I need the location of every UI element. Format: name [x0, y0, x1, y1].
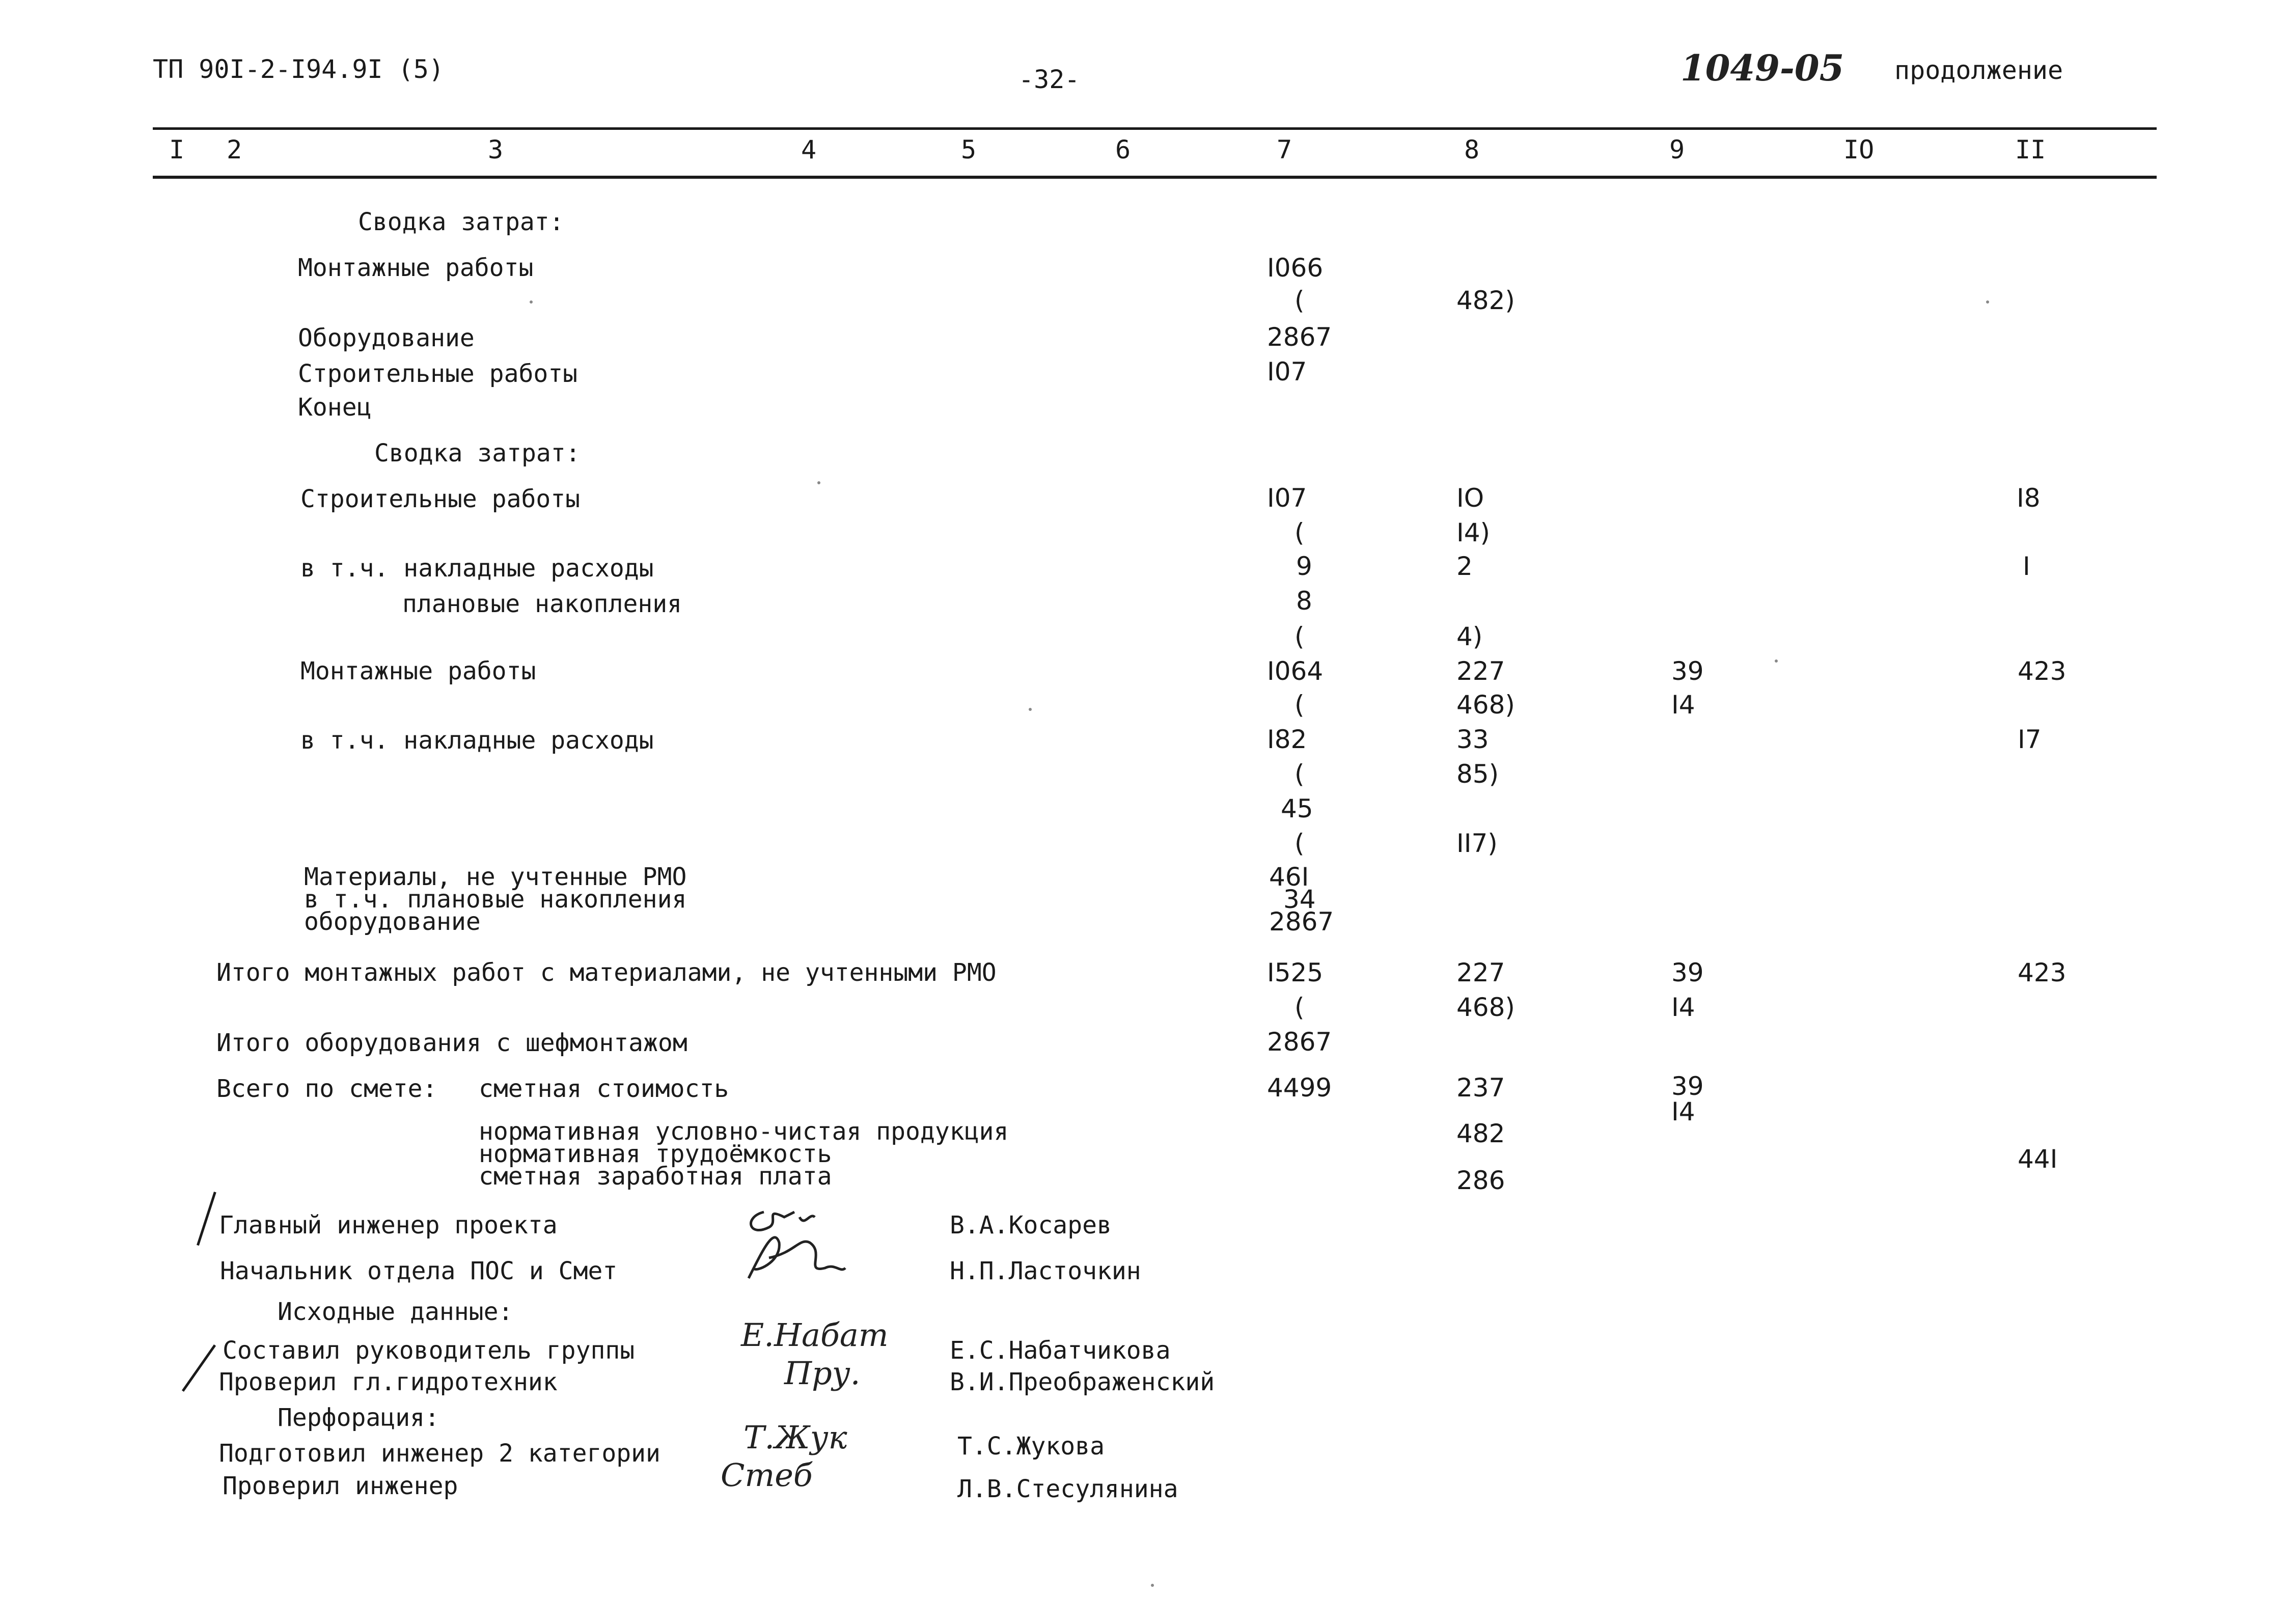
- dept-head-label: Начальник отдела ПОС и Смет: [220, 1257, 618, 1285]
- margin-slash-2: [182, 1344, 216, 1392]
- totals-mont-p8: 468): [1456, 993, 1515, 1022]
- header-bottom-rule: [153, 176, 2157, 179]
- totals-mont-c9: 39: [1671, 958, 1704, 987]
- prepared-by-name: Т.С.Жукова: [957, 1432, 1105, 1461]
- column-header-4: 4: [801, 135, 817, 164]
- totals-cost-c8: 237: [1456, 1073, 1505, 1103]
- verified-signature: Стеб: [721, 1456, 813, 1494]
- checked-by-name: В.И.Преображенский: [950, 1368, 1215, 1396]
- chief-engineer-name: В.А.Косарев: [950, 1211, 1112, 1240]
- summary2-build-c7: I07: [1267, 483, 1307, 513]
- column-header-3: 3: [488, 135, 504, 164]
- summary1-mont-c7: I066: [1267, 253, 1324, 283]
- summary2-mont-p8: 468): [1456, 690, 1515, 720]
- summary2-overhead-c7: 9: [1296, 552, 1312, 581]
- chief-signature: [733, 1197, 850, 1288]
- summary2-mont-ov-c7: I82: [1267, 725, 1307, 754]
- summary2-build-p8: I4): [1456, 518, 1491, 547]
- source-data-title: Исходные данные:: [278, 1298, 513, 1326]
- summary2-mat-label: Материалы, не учтенные РМО: [304, 863, 687, 891]
- totals-cost-c7: 4499: [1267, 1073, 1332, 1103]
- column-header-10: IO: [1843, 135, 1875, 164]
- totals-net-label: нормативная условно-чистая продукция: [479, 1117, 1009, 1146]
- summary1-mont-paren-c7: (: [1295, 286, 1305, 315]
- checked-by-label: Проверил гл.гидротехник: [219, 1368, 558, 1396]
- totals-mont-p9: I4: [1671, 993, 1695, 1022]
- summary2-extra-p8: II7): [1456, 829, 1498, 858]
- totals-equip-c7: 2867: [1267, 1027, 1332, 1057]
- summary1-build-c7: I07: [1267, 357, 1307, 387]
- summary2-mont-c9: 39: [1671, 656, 1704, 686]
- summary2-mont-p9: I4: [1671, 690, 1695, 720]
- scan-speck: [1775, 659, 1778, 663]
- summary2-mat-c7: 46I: [1269, 862, 1309, 892]
- summary2-mont-c7: I064: [1267, 656, 1324, 686]
- summary2-overhead-label: в т.ч. накладные расходы: [300, 554, 654, 583]
- header-top-rule: [153, 127, 2157, 130]
- column-header-2: 2: [227, 135, 242, 164]
- summary2-mont-ov-c8: 33: [1456, 725, 1489, 754]
- perforation-title: Перфорация:: [278, 1403, 439, 1432]
- column-header-11: II: [2015, 135, 2046, 164]
- totals-mont-p7: (: [1295, 993, 1305, 1022]
- compiled-by-name: Е.С.Набатчикова: [950, 1336, 1171, 1365]
- summary2-overhead-c11: I: [2023, 552, 2030, 581]
- compiled-by-label: Составил руководитель группы: [223, 1336, 635, 1365]
- totals-mont-c11: 423: [2018, 958, 2067, 987]
- checked-signature: Пру.: [784, 1355, 861, 1392]
- totals-cost-c9: 39: [1671, 1071, 1704, 1101]
- column-header-5: 5: [961, 135, 977, 164]
- summary2-savings-p8: 4): [1456, 622, 1483, 651]
- summary2-mont-ov-label: в т.ч. накладные расходы: [300, 726, 654, 755]
- totals-cost-label: сметная стоимость: [479, 1075, 729, 1103]
- summary2-build-c11: I8: [2017, 483, 2041, 513]
- totals-labor-c11: 44I: [2018, 1144, 2058, 1174]
- scan-speck: [1151, 1584, 1154, 1587]
- scan-speck: [530, 300, 533, 304]
- totals-mont-c7: I525: [1267, 958, 1324, 987]
- summary2-overhead-c8: 2: [1456, 552, 1473, 581]
- scan-speck: [1986, 300, 1989, 304]
- summary2-extra-p7: (: [1295, 829, 1305, 858]
- summary2-mont-c11: 423: [2018, 656, 2067, 686]
- column-header-6: 6: [1115, 135, 1131, 164]
- summary2-mont-p7: (: [1295, 690, 1305, 720]
- compiled-signature: Е.Набат: [741, 1316, 889, 1354]
- totals-labor-label: нормативная трудоёмкость: [479, 1140, 832, 1168]
- scan-speck: [1029, 708, 1032, 711]
- summary2-mat-sav-label: в т.ч. плановые накопления: [304, 885, 687, 914]
- column-header-8: 8: [1464, 135, 1480, 164]
- prepared-signature: Т.Жук: [743, 1419, 847, 1456]
- summary2-mont-ov-p7: (: [1295, 759, 1305, 789]
- summary1-title: Сводка затрат:: [358, 208, 564, 236]
- summary1-equip-c7: 2867: [1267, 322, 1332, 352]
- summary2-mont-label: Монтажные работы: [300, 657, 536, 685]
- summary1-mont-paren-c8: 482): [1456, 286, 1515, 315]
- summary1-mont-label: Монтажные работы: [298, 254, 534, 282]
- summary2-build-label: Строительные работы: [300, 485, 581, 513]
- verified-by-name: Л.В.Стесулянина: [957, 1475, 1178, 1503]
- summary2-mont-ov-c11: I7: [2018, 725, 2042, 754]
- handwritten-number: 1049-05: [1681, 47, 1844, 89]
- summary2-savings-label: плановые накопления: [402, 590, 682, 618]
- summary2-build-c8: IO: [1456, 483, 1484, 513]
- totals-equip-label: Итого оборудования с шефмонтажом: [216, 1029, 687, 1057]
- summary1-equip-label: Оборудование: [298, 324, 475, 352]
- verified-by-label: Проверил инженер: [223, 1472, 458, 1500]
- column-header-1: I: [169, 135, 185, 164]
- summary2-extra-c7: 45: [1281, 794, 1313, 823]
- doc-code: ТП 90I-2-I94.9I (5): [153, 54, 444, 84]
- summary2-title: Сводка затрат:: [374, 439, 581, 467]
- summary2-mat-equip-label: оборудование: [304, 907, 481, 936]
- totals-mont-c8: 227: [1456, 958, 1505, 987]
- dept-head-name: Н.П.Ласточкин: [950, 1257, 1141, 1285]
- chief-engineer-label: Главный инженер проекта: [219, 1211, 558, 1240]
- summary2-mont-ov-p8: 85): [1456, 759, 1499, 789]
- totals-wage-label: сметная заработная плата: [479, 1162, 832, 1191]
- prepared-by-label: Подготовил инженер 2 категории: [219, 1439, 660, 1468]
- summary2-mont-c8: 227: [1456, 656, 1505, 686]
- scan-speck: [817, 481, 820, 484]
- column-header-9: 9: [1669, 135, 1685, 164]
- summary2-savings-c7: 8: [1296, 586, 1312, 616]
- summary2-mat-equip-c7: 2867: [1269, 907, 1334, 937]
- totals-wage-c8: 286: [1456, 1166, 1505, 1195]
- totals-cost-c9b: I4: [1671, 1097, 1695, 1126]
- summary1-end-label: Конец: [298, 393, 372, 422]
- summary2-savings-p7: (: [1295, 622, 1305, 651]
- totals-grand-label: Всего по смете:: [216, 1075, 437, 1103]
- summary1-build-label: Строительные работы: [298, 360, 578, 388]
- continuation-label: продолжение: [1894, 56, 2063, 85]
- totals-mont-label: Итого монтажных работ с материалами, не учтенными РМО: [216, 958, 997, 987]
- margin-slash-1: [197, 1192, 216, 1246]
- summary2-mat-sav-c7: 34: [1283, 885, 1316, 914]
- totals-net-c8: 482: [1456, 1119, 1505, 1148]
- summary2-build-p7: (: [1295, 518, 1305, 547]
- column-header-7: 7: [1277, 135, 1292, 164]
- page-number: -32-: [1018, 65, 1080, 94]
